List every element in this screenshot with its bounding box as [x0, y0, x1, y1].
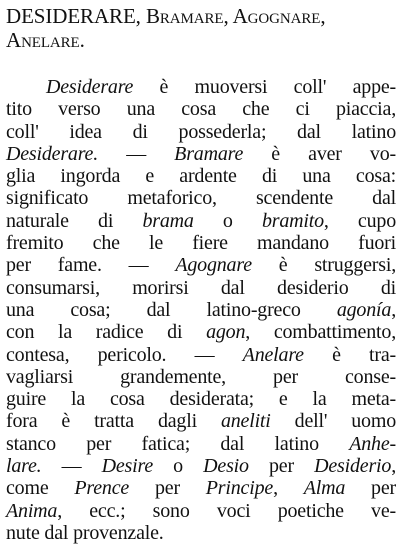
italic-term: Prence: [74, 477, 130, 500]
text-run: consumarsi, morirsi dal desiderio di: [6, 276, 396, 299]
italic-term: aneliti: [220, 410, 271, 433]
text-line: [6, 433, 396, 455]
text-run: vagliarsi grandemente, per conse-: [6, 365, 396, 388]
text-run: con la radice di: [6, 321, 207, 344]
text-run: stanco per fatica; dal latino: [6, 432, 350, 455]
text-run: coll' idea di possederla; dal latino: [6, 120, 396, 143]
heading-line-1: [6, 4, 396, 28]
text-line: [6, 388, 396, 410]
text-run: significato metaforico, scendente dal: [6, 187, 396, 210]
text-run: —: [41, 455, 102, 478]
text-run: fora è tratta dagli: [6, 410, 221, 433]
text-line: [6, 366, 396, 388]
italic-term: Desire: [101, 455, 154, 478]
entry-heading: [6, 4, 396, 52]
text-run: , ecc.; sono voci poetiche ve-: [57, 499, 396, 522]
text-run: per: [129, 477, 206, 500]
text-run: o: [193, 209, 262, 232]
text-run: come: [6, 477, 75, 500]
text-run: dell' uomo: [270, 410, 396, 433]
italic-term: Desiderare: [46, 76, 134, 98]
heading-line-2: [6, 28, 396, 52]
text-line: [6, 410, 396, 432]
italic-term: bramito: [261, 209, 324, 232]
text-line: [6, 187, 396, 209]
italic-term: Alma: [303, 477, 346, 500]
italic-term: Anima: [6, 499, 58, 522]
italic-term: Principe: [205, 477, 274, 500]
text-run: nute dal provenzale.: [6, 521, 164, 544]
text-run: per fame. —: [6, 254, 176, 277]
text-run: o: [153, 455, 204, 478]
text-run: è muoversi coll' appe-: [133, 76, 396, 98]
text-run: fremito che le fiere mandano fuori: [6, 232, 396, 255]
text-run: glia ingorda e ardente di una cosa:: [6, 165, 396, 188]
heading-synonym-anelare: Anelare.: [6, 28, 85, 52]
text-line: [6, 477, 396, 499]
text-line: [6, 321, 396, 343]
text-run: ,: [391, 298, 396, 321]
heading-synonyms: [136, 4, 326, 28]
italic-term: Agognare: [175, 254, 252, 277]
italic-term: brama: [142, 209, 194, 232]
text-run: , cupo: [323, 209, 396, 232]
text-run: è tra-: [303, 343, 396, 366]
text-run: è struggersi,: [251, 254, 396, 277]
italic-term: lare.: [6, 455, 42, 478]
headword: DESIDERARE: [6, 4, 136, 28]
italic-term: Bramare: [174, 142, 244, 165]
text-run: contesa, pericolo. —: [6, 343, 243, 366]
italic-term: Desiderio: [314, 455, 392, 478]
text-line: [6, 522, 396, 544]
text-run: ,: [273, 477, 304, 500]
text-line: [6, 210, 396, 232]
text-line: [6, 344, 396, 366]
text-line: [6, 254, 396, 276]
italic-term: Desiderare.: [6, 142, 99, 165]
text-run: tito verso una cosa che ci piaccia,: [6, 98, 396, 121]
text-run: una cosa; dal latino-greco: [6, 298, 337, 321]
text-run: , combattimento,: [245, 321, 396, 344]
text-run: è aver vo-: [243, 142, 396, 165]
text-line: [6, 165, 396, 187]
italic-term: Desio: [203, 455, 249, 478]
italic-term: Anelare: [242, 343, 304, 366]
text-line: [6, 455, 396, 477]
italic-term: agonía: [336, 298, 392, 321]
text-run: —: [98, 142, 175, 165]
italic-term: agon: [206, 321, 246, 344]
text-run: per: [345, 477, 396, 500]
heading-synonym: ,: [320, 4, 326, 28]
text-line: [6, 299, 396, 321]
text-run: ,: [391, 455, 396, 478]
heading-synonym: , Agognare: [223, 4, 321, 28]
text-line: [6, 98, 396, 120]
text-line: [6, 121, 396, 143]
heading-synonym: , Bramare: [135, 4, 224, 28]
text-line: [6, 76, 396, 98]
text-run: naturale di: [6, 209, 143, 232]
text-line: [6, 143, 396, 165]
text-run: guire la cosa desiderata; e la meta-: [6, 388, 396, 411]
italic-term: Anhe-: [349, 432, 396, 455]
entry-body: [6, 76, 396, 544]
text-run: per: [248, 455, 315, 478]
text-line: [6, 277, 396, 299]
text-line: [6, 500, 396, 522]
text-line: [6, 232, 396, 254]
